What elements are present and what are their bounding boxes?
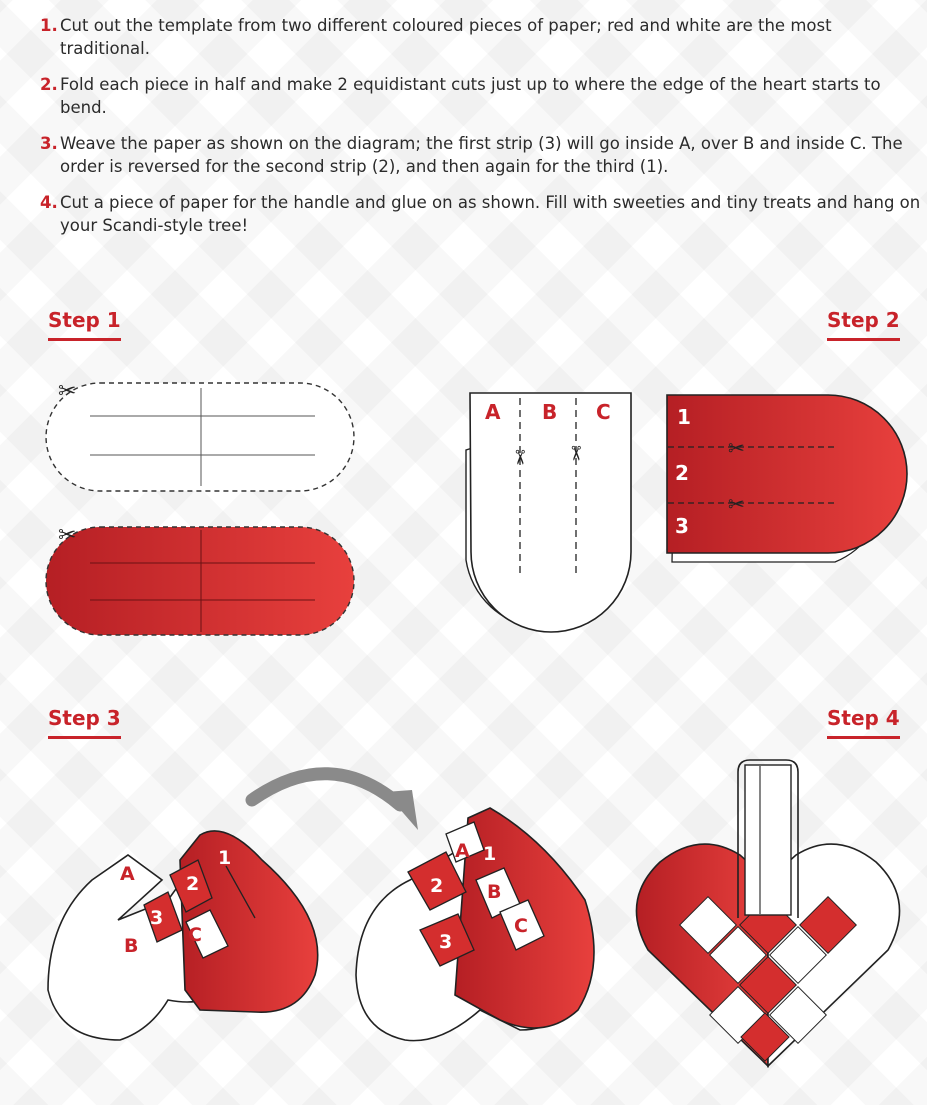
label-2: 2 (675, 461, 689, 485)
instruction-number: 1. (40, 16, 58, 35)
label-3: 3 (675, 514, 689, 538)
label-2: 2 (430, 875, 444, 897)
instruction-number: 4. (40, 193, 58, 212)
step-3-heading: Step 3 (48, 706, 121, 739)
label-a: A (455, 840, 470, 862)
label-b: B (542, 400, 558, 424)
label-a: A (120, 863, 135, 885)
heart-handle (738, 760, 798, 918)
label-2: 2 (186, 873, 200, 895)
step-1-template-red (46, 523, 354, 635)
step-2-white-piece (466, 393, 631, 632)
scissors-icon: ✂ (564, 445, 588, 462)
instruction-text: Fold each piece in half and make 2 equidistant cuts just up to where the edge of the heart starts to bend. (60, 75, 881, 117)
step-3-weave-start (48, 831, 318, 1040)
instruction-number: 2. (40, 75, 58, 94)
step-4-finished-heart (636, 760, 899, 1066)
step-4-heading: Step 4 (827, 706, 900, 739)
instruction-number: 3. (40, 134, 58, 153)
label-b: B (487, 881, 502, 903)
label-b: B (124, 935, 139, 957)
label-1: 1 (483, 843, 497, 865)
step-2-heading: Step 2 (827, 308, 900, 341)
scissors-icon: ✂ (58, 523, 77, 548)
label-c: C (514, 915, 528, 937)
label-3: 3 (150, 907, 164, 929)
scissors-icon: ✂ (728, 492, 745, 516)
step-3-weave-progress (356, 808, 594, 1041)
scissors-icon: ✂ (508, 449, 532, 466)
step-1-heading: Step 1 (48, 308, 121, 341)
instruction-text: Cut out the template from two different coloured pieces of paper; red and white are the most traditional. (60, 16, 832, 58)
instruction-text: Cut a piece of paper for the handle and glue on as shown. Fill with sweeties and tiny treats and hang on your Scandi-style tree! (60, 193, 921, 235)
arrow-icon (252, 774, 418, 830)
label-a: A (485, 400, 501, 424)
label-c: C (188, 924, 202, 946)
instruction-text: Weave the paper as shown on the diagram; the first strip (3) will go inside A, over B and inside C. The order is reversed for the second strip (2), and then again for the third (1). (60, 134, 903, 176)
label-c: C (596, 400, 611, 424)
step-1-template-white (46, 379, 354, 491)
step-2-red-piece (667, 395, 907, 562)
label-1: 1 (218, 847, 232, 869)
scissors-icon: ✂ (58, 379, 77, 404)
label-3: 3 (439, 931, 453, 953)
scissors-icon: ✂ (728, 436, 745, 460)
label-1: 1 (677, 405, 691, 429)
